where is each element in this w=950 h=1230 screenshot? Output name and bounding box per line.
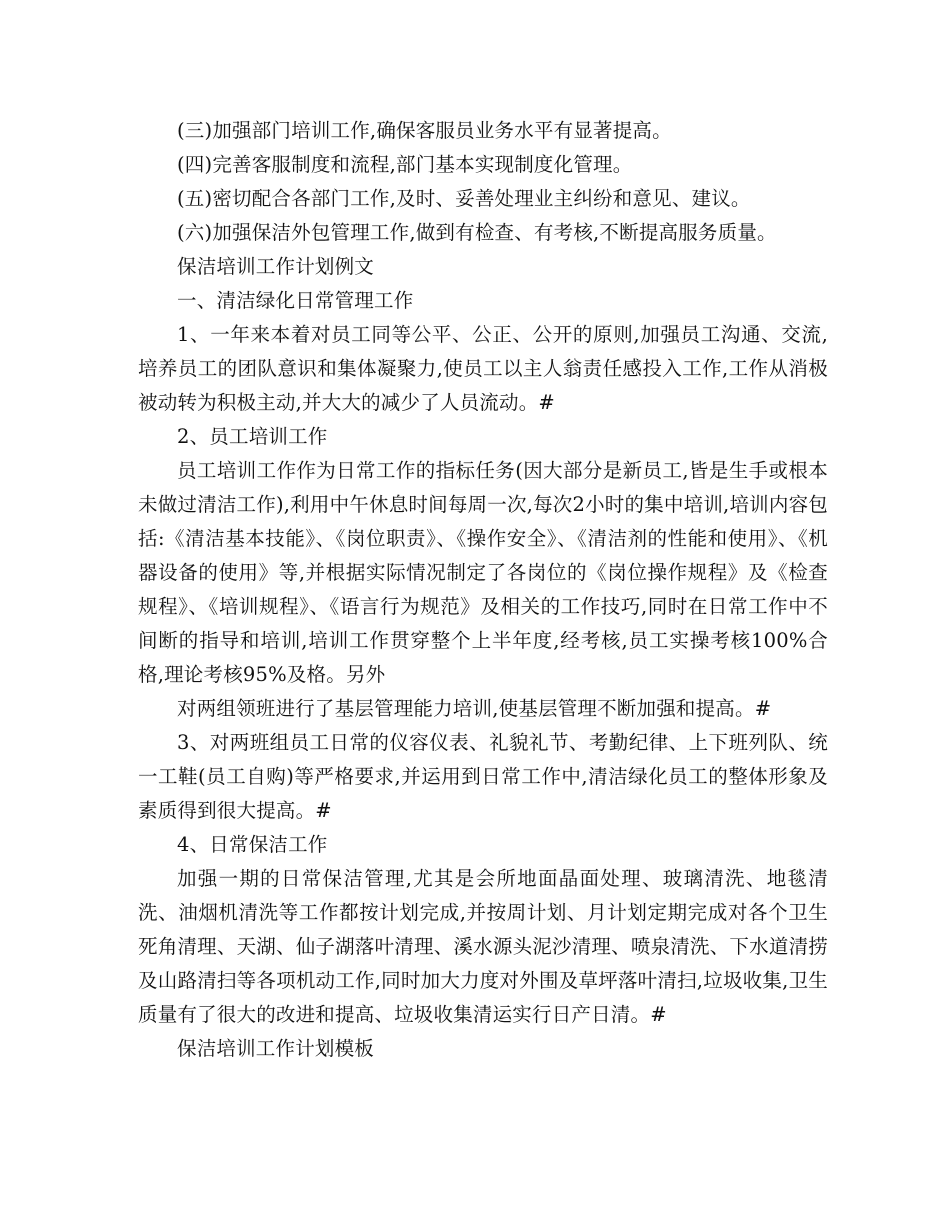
paragraph-item-5: (五)密切配合各部门工作,及时、妥善处理业主纠纷和意见、建议。: [177, 187, 751, 210]
paragraph-item-3: (三)加强部门培训工作,确保客服员业务水平有显著提高。: [177, 119, 672, 142]
section-title-example: 保洁培训工作计划例文: [177, 255, 375, 278]
paragraph-supervisor-training: 对两组领班进行了基层管理能力培训,使基层管理不断加强和提高。#: [177, 697, 772, 720]
paragraph-appearance-rules: 3、对两班组员工日常的仪容仪表、礼貌礼节、考勤纪律、上下班列队、统一工鞋(员工自购)等严格要求,并运用到日常工作中,清洁绿化员工的整体形象及素质得到很大提高。#: [138, 731, 828, 822]
paragraph-item-4: (四)完善客服制度和流程,部门基本实现制度化管理。: [177, 153, 633, 176]
paragraph-team-building: 1、一年来本着对员工同等公平、公正、公开的原则,加强员工沟通、交流,培养员工的团队意识和集体凝聚力,使员工以主人翁责任感投入工作,工作从消极被动转为积极主动,并大大的减少了人员流动。#: [138, 323, 828, 414]
subheading-daily-cleaning: 4、日常保洁工作: [177, 833, 328, 856]
paragraph-daily-cleaning: 加强一期的日常保洁管理,尤其是会所地面晶面处理、玻璃清洗、地毯清洗、油烟机清洗等工作都按计划完成,并按周计划、月计划定期完成对各个卫生死角清理、天湖、仙子湖落叶清理、溪水源头泥沙清理、喷泉清洗、下水道清捞及山路清扫等各项机动工作,同时加大力度对外围及草坪落叶清扫,垃圾收集,卫生质量有了很大的改进和提高、垃圾收集清运实行日产日清。#: [138, 867, 828, 1026]
section-title-template: 保洁培训工作计划模板: [177, 1037, 375, 1060]
subheading-training: 2、员工培训工作: [177, 425, 328, 448]
paragraph-item-6: (六)加强保洁外包管理工作,做到有检查、有考核,不断提高服务质量。: [177, 221, 777, 244]
document-body: [138, 114, 828, 1066]
section-heading-1: 一、清洁绿化日常管理工作: [177, 289, 414, 312]
paragraph-training-details: 员工培训工作作为日常工作的指标任务(因大部分是新员工,皆是生手或根本未做过清洁工作),利用中午休息时间每周一次,每次2小时的集中培训,培训内容包括:《清洁基本技能》、《岗位职责》、《操作安全》、《清洁剂的性能和使用》、《机器设备的使用》等,并根据实际情况制定了各岗位的《岗位操作规程》及《检查规程》、《培训规程》、《语言行为规范》及相关的工作技巧,同时在日常工作中不间断的指导和培训,培训工作贯穿整个上半年度,经考核,员工实操考核100%合格,理论考核95%及格。另外: [138, 459, 828, 686]
